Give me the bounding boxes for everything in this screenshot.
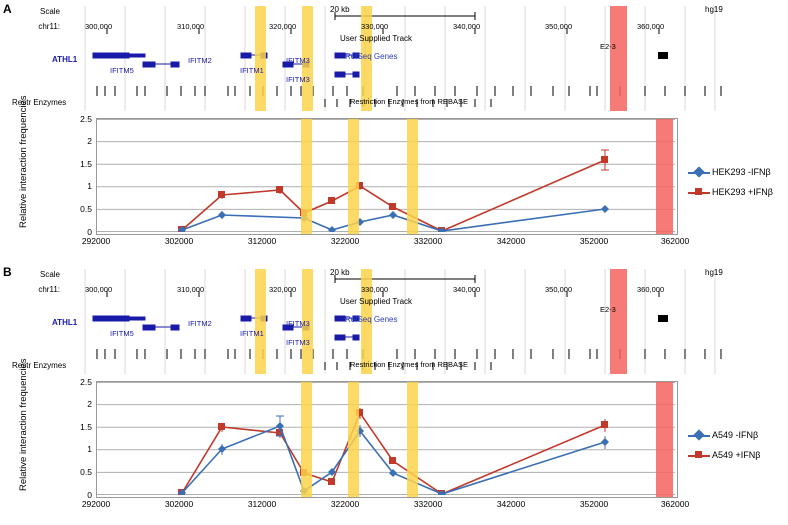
legend-label-plus-b: A549 +IFNβ [712, 450, 761, 460]
refseq-label-a: RefSeq Genes [345, 52, 398, 61]
y-axis-title-a: Relative interaction frequencies [18, 95, 29, 228]
chart-highlight-probe-b [656, 382, 673, 497]
coord-360000-b: 360,000 [637, 285, 665, 294]
ytick-0.5-a: 0.5 [80, 204, 92, 214]
legend-label-minus-b: A549 -IFNβ [712, 430, 759, 440]
highlight-band-1-b [255, 269, 266, 374]
chart-highlight-2-a [348, 119, 359, 234]
assembly-label-b: hg19 [705, 268, 723, 277]
coord-310000-b: 310,000 [177, 285, 205, 294]
coord-330000-a: 330,000 [361, 22, 389, 31]
coord-320000-b: 320,000 [269, 285, 297, 294]
chart-a-svg [97, 119, 675, 232]
xtick-312000-b: 312000 [247, 499, 277, 509]
ytick-2.5-a: 2.5 [80, 114, 92, 124]
xtick-352000-b: 352000 [579, 499, 609, 509]
chart-highlight-3-b [407, 382, 418, 497]
legend-marker-plus-b [695, 451, 702, 458]
xtick-362000-b: 362000 [660, 499, 690, 509]
xtick-302000-b: 302000 [164, 499, 194, 509]
legend-marker-minus-a [693, 166, 704, 177]
xtick-322000-a: 322000 [330, 236, 360, 246]
restr-enzymes-label-b: Restr Enzymes [12, 361, 67, 370]
ytick-1-b: 1 [87, 444, 92, 454]
xtick-312000-a: 312000 [247, 236, 277, 246]
panel-b-letter: B [3, 265, 12, 279]
ytick-1.5-a: 1.5 [80, 159, 92, 169]
xtick-342000-a: 342000 [496, 236, 526, 246]
gene-ifitm1-b: IFITM1 [240, 329, 264, 338]
legend-label-plus-a: HEK293 +IFNβ [712, 187, 773, 197]
ytick-0-b: 0 [87, 490, 92, 500]
xtick-332000-b: 332000 [413, 499, 443, 509]
chart-a [96, 118, 678, 235]
legend-marker-minus-b [693, 429, 704, 440]
probe-label-a: E2-3 [600, 42, 616, 51]
chart-b-svg [97, 382, 675, 495]
ytick-2-b: 2 [87, 399, 92, 409]
rebase-label-b: Restriction Enzymes from REBASE [350, 360, 468, 369]
xtick-302000-a: 302000 [164, 236, 194, 246]
user-track-label-b: User Supplied Track [340, 297, 413, 306]
xtick-342000-b: 342000 [496, 499, 526, 509]
panel-a-letter: A [3, 2, 12, 16]
chrom-label-a: chr11: [38, 22, 60, 31]
xtick-322000-b: 322000 [330, 499, 360, 509]
gene-ifitm1-a: IFITM1 [240, 66, 264, 75]
gene-athl1-b: ATHL1 [52, 318, 78, 327]
coord-340000-a: 340,000 [453, 22, 481, 31]
ytick-1.5-b: 1.5 [80, 422, 92, 432]
chart-highlight-1-b [301, 382, 312, 497]
probe-label-b: E2-3 [600, 305, 616, 314]
scale-bar-text-b: 20 kb [330, 268, 350, 277]
gene-ifitm5-b: IFITM5 [110, 329, 134, 338]
restr-enzymes-label-a: Restr Enzymes [12, 98, 67, 107]
refseq-label-b: RefSeq Genes [345, 315, 398, 324]
user-track-label-a: User Supplied Track [340, 34, 413, 43]
xtick-352000-a: 352000 [579, 236, 609, 246]
coord-360000-a: 360,000 [637, 22, 665, 31]
ytick-0.5-b: 0.5 [80, 467, 92, 477]
scale-bar-text-a: 20 kb [330, 5, 350, 14]
chart-highlight-1-a [301, 119, 312, 234]
chart-highlight-probe-a [656, 119, 673, 234]
panel-b [0, 263, 788, 525]
gene-ifitm2-b: IFITM2 [188, 319, 212, 328]
panel-a [0, 0, 788, 262]
scale-label-b: Scale [39, 270, 60, 279]
xtick-292000-a: 292000 [81, 236, 111, 246]
chart-highlight-2-b [348, 382, 359, 497]
chart-b [96, 381, 678, 498]
xtick-362000-a: 362000 [660, 236, 690, 246]
ytick-2.5-b: 2.5 [80, 377, 92, 387]
chart-highlight-3-a [407, 119, 418, 234]
gene-ifitm5-a: IFITM5 [110, 66, 134, 75]
coord-300000-b: 300,000 [85, 285, 113, 294]
gene-ifitm3-bottom-b: IFITM3 [286, 338, 310, 347]
gene-ifitm2-a: IFITM2 [188, 56, 212, 65]
ytick-2-a: 2 [87, 136, 92, 146]
chrom-label-b: chr11: [38, 285, 60, 294]
ytick-1-a: 1 [87, 181, 92, 191]
gene-ifitm3-top-a: IFITM3 [286, 56, 310, 65]
gene-ifitm3-top-b: IFITM3 [286, 319, 310, 328]
coord-320000-a: 320,000 [269, 22, 297, 31]
highlight-band-probe-a [610, 6, 627, 111]
scale-label-a: Scale [39, 7, 60, 16]
y-axis-title-b: Relative interaction frequencies [18, 358, 29, 491]
legend-label-minus-a: HEK293 -IFNβ [712, 167, 771, 177]
coord-330000-b: 330,000 [361, 285, 389, 294]
ytick-0-a: 0 [87, 227, 92, 237]
gene-ifitm3-bottom-a: IFITM3 [286, 75, 310, 84]
highlight-band-1-a [255, 6, 266, 111]
coord-350000-b: 350,000 [545, 285, 573, 294]
rebase-label-a: Restriction Enzymes from REBASE [350, 97, 468, 106]
gene-athl1-a: ATHL1 [52, 55, 78, 64]
coord-350000-a: 350,000 [545, 22, 573, 31]
xtick-292000-b: 292000 [81, 499, 111, 509]
coord-340000-b: 340,000 [453, 285, 481, 294]
coord-300000-a: 300,000 [85, 22, 113, 31]
xtick-332000-a: 332000 [413, 236, 443, 246]
assembly-label-a: hg19 [705, 5, 723, 14]
legend-marker-plus-a [695, 188, 702, 195]
highlight-band-probe-b [610, 269, 627, 374]
coord-310000-a: 310,000 [177, 22, 205, 31]
